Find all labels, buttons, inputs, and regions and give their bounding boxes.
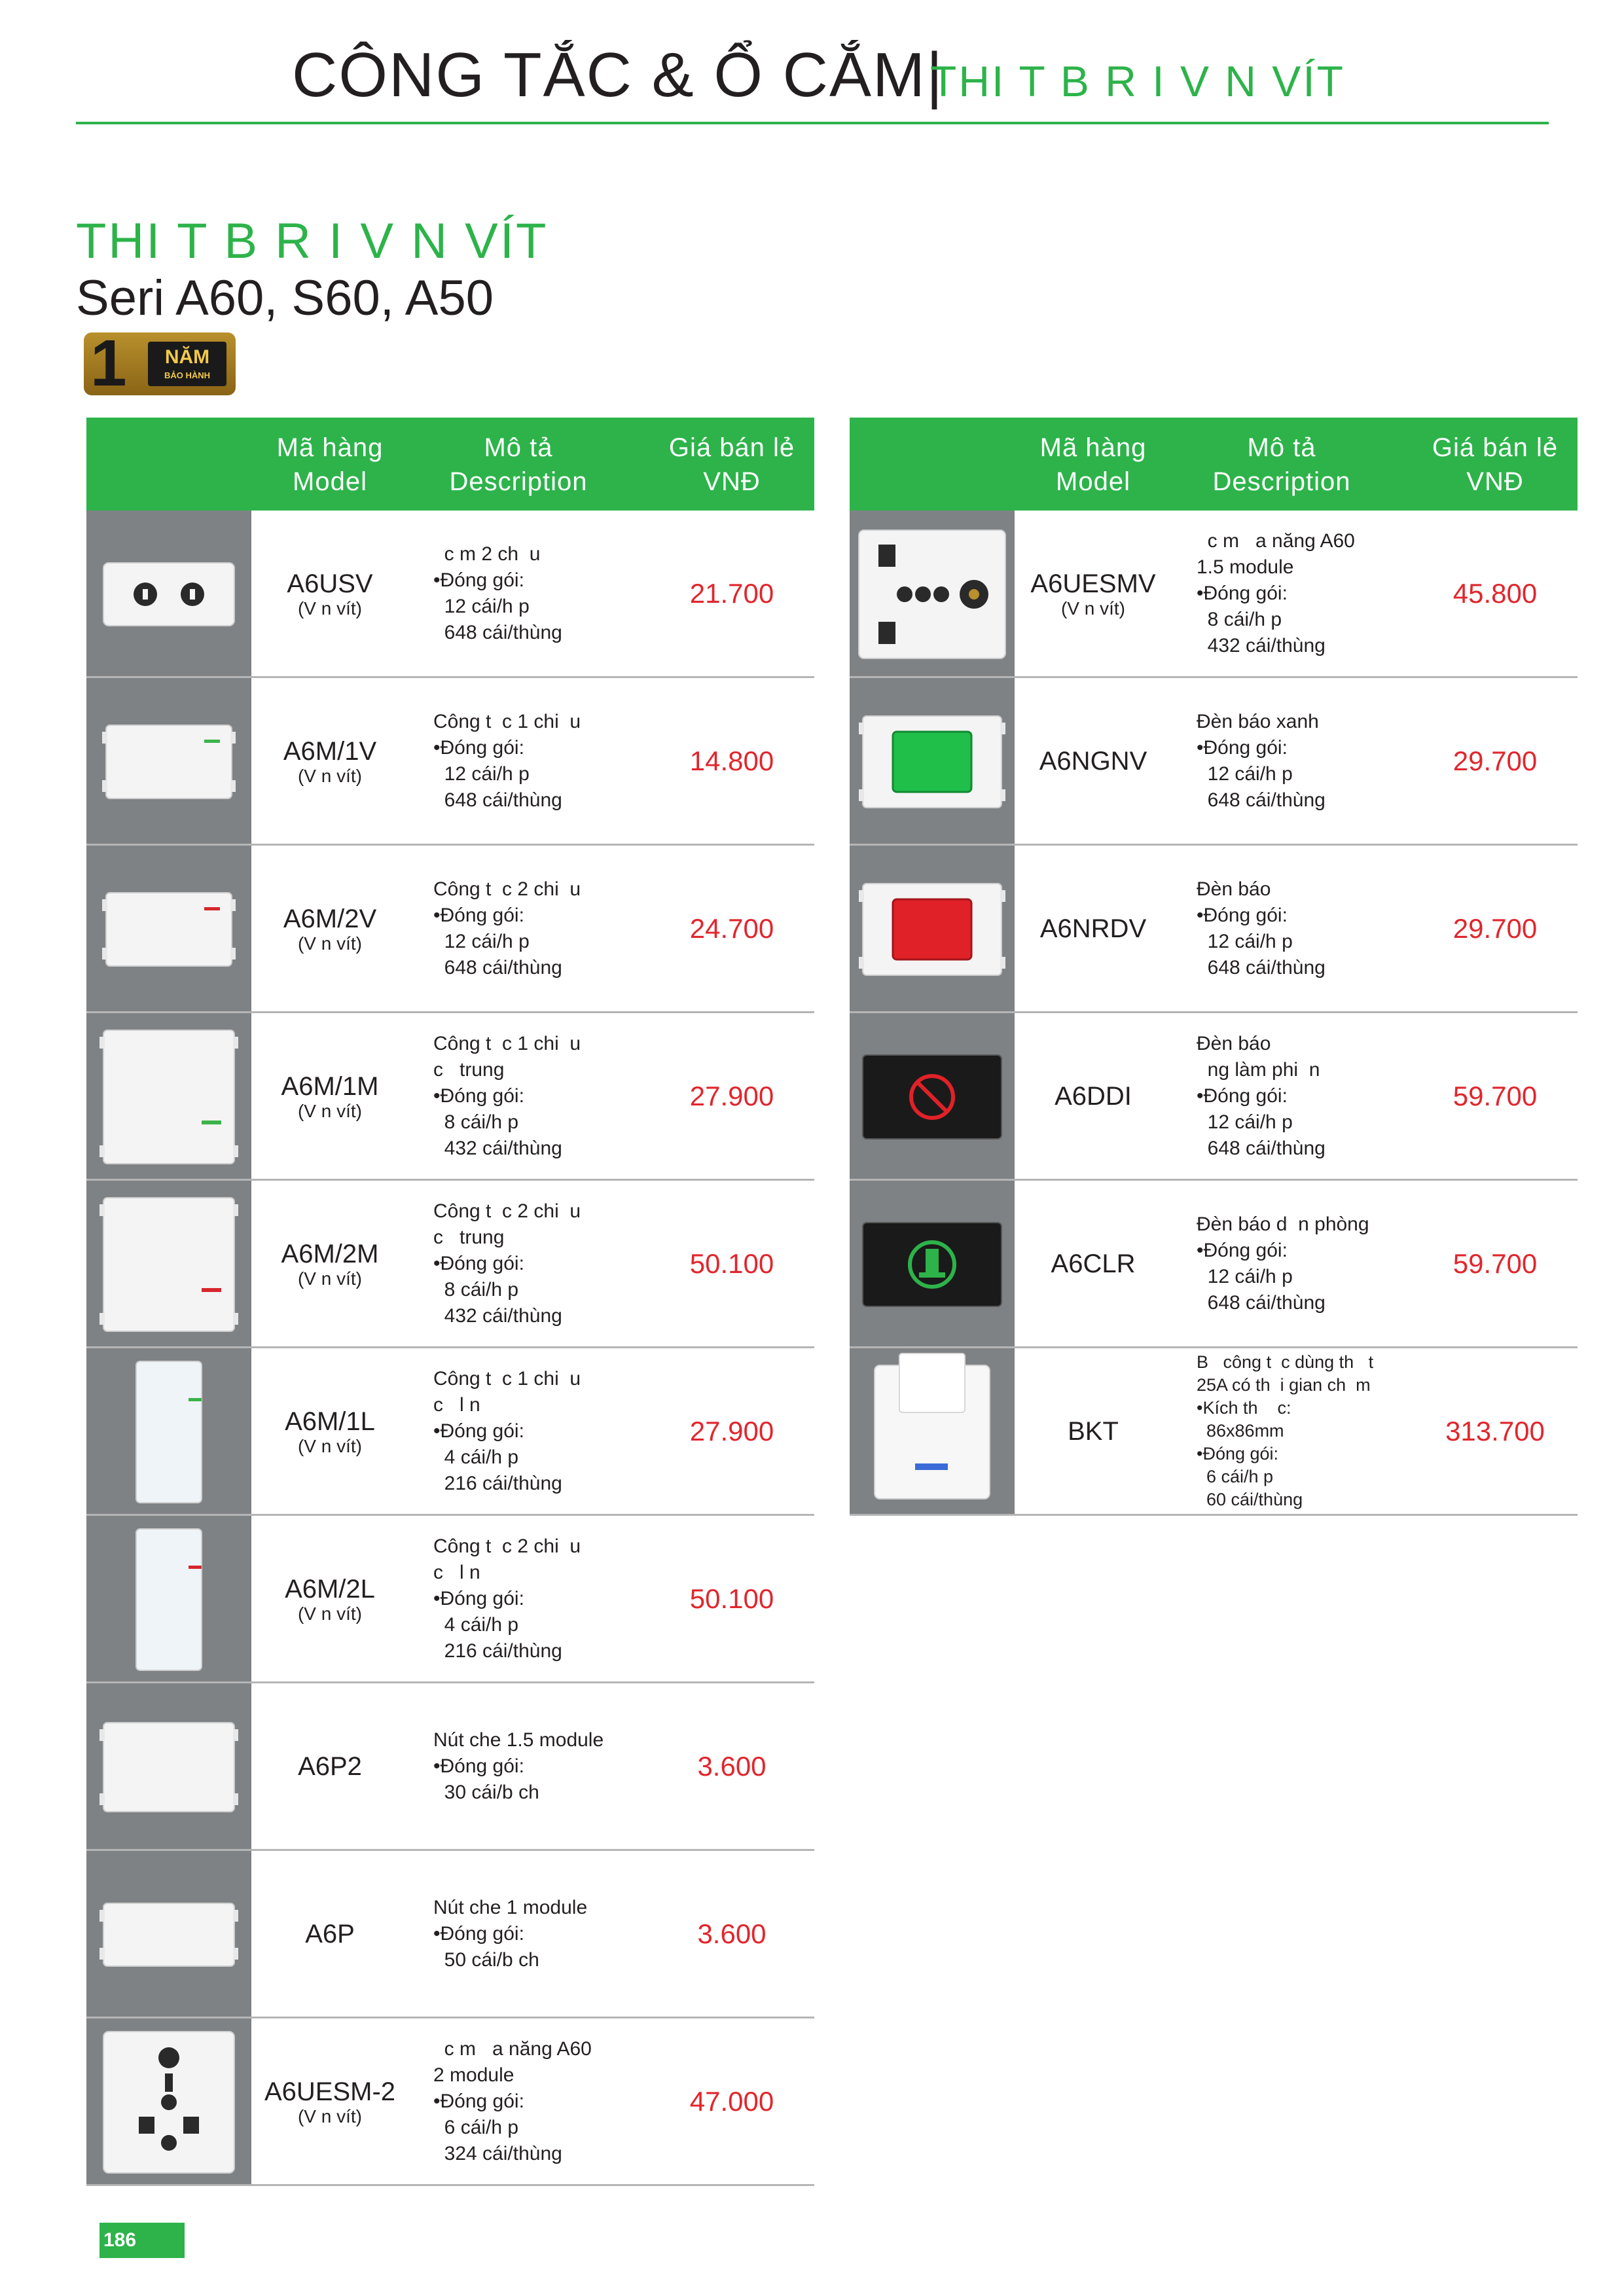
price-cell: 29.700 xyxy=(1453,912,1538,944)
page-sub-title: THI T B R I V N VÍT xyxy=(930,57,1345,105)
series-title: Seri A60, S60, A50 xyxy=(76,270,494,326)
price-cell: 59.700 xyxy=(1453,1247,1538,1279)
model-cell xyxy=(1015,511,1172,676)
price-cell: 45.800 xyxy=(1453,577,1538,609)
model-cell xyxy=(1015,846,1172,1011)
model-note: (V n vít) xyxy=(297,765,362,786)
table-row xyxy=(86,1683,814,1851)
table-row xyxy=(850,1181,1578,1348)
page-header xyxy=(76,39,1549,124)
table-row xyxy=(850,1013,1578,1181)
model-code: A6M/1L xyxy=(285,1407,375,1436)
table-header xyxy=(86,418,814,511)
header-price: Giá bán lẻ VNĐ xyxy=(668,433,795,496)
model-cell xyxy=(251,2018,408,2184)
model-note: (V n vít) xyxy=(1060,598,1125,619)
model-cell xyxy=(251,1851,408,2017)
model-code: A6M/2M xyxy=(281,1239,379,1268)
model-cell xyxy=(1015,1181,1172,1346)
table-row xyxy=(86,1348,814,1516)
description-cell: Đèn báo d n phòng •Đóng gói: 12 cái/h p 648 cái/thùng xyxy=(1197,1213,1369,1314)
header-model: Mã hàng Model xyxy=(276,433,384,496)
model-note: (V n vít) xyxy=(297,1435,362,1456)
table-row xyxy=(86,1516,814,1683)
model-cell xyxy=(1015,678,1172,844)
model-cell xyxy=(251,1181,408,1346)
header-model: Mã hàng Model xyxy=(1039,433,1147,496)
model-cell xyxy=(251,1683,408,1849)
section-title: THI T B R I V N VÍT xyxy=(76,213,549,269)
header-price: Giá bán lẻ VNĐ xyxy=(1432,433,1559,496)
model-code: A6P xyxy=(305,1919,355,1948)
price-cell: 3.600 xyxy=(697,1918,767,1949)
price-cell: 313.700 xyxy=(1445,1415,1545,1446)
description-cell: Công t c 1 chi u c l n •Đóng gói: 4 cái/h p 216 cái/thùng xyxy=(433,1367,581,1494)
blank-cover-icon xyxy=(86,1683,251,1849)
warranty-badge xyxy=(84,327,236,400)
blank-cover-small-icon xyxy=(86,1851,251,2017)
warranty-number: 1 xyxy=(90,327,127,400)
table-header xyxy=(850,418,1578,511)
description-cell: c m 2 ch u •Đóng gói: 12 cái/h p 648 cái/thùng xyxy=(433,543,562,643)
model-code: A6M/1V xyxy=(283,736,377,766)
description-cell: Công t c 2 chi u c trung •Đóng gói: 8 cái/h p 432 cái/thùng xyxy=(433,1200,581,1327)
description-cell: B công t c dùng th t 25A có th i gian ch m •Kích th c: 86x86mm •Đóng gói: 6 cái/h p 60 cái/thùng xyxy=(1197,1352,1374,1509)
description-cell: Công t c 1 chi u c trung •Đóng gói: 8 cái/h p 432 cái/thùng xyxy=(433,1032,581,1159)
switch-large-green-icon xyxy=(86,1348,251,1514)
table-row xyxy=(850,678,1578,846)
key-card-switch-icon xyxy=(850,1348,1015,1514)
price-cell: 59.700 xyxy=(1453,1080,1538,1111)
header-description: Mô tả Description xyxy=(449,433,588,496)
switch-medium-green-icon xyxy=(86,1013,251,1179)
switch-medium-red-icon xyxy=(86,1181,251,1346)
table-row xyxy=(86,1013,814,1181)
model-code: A6NGNV xyxy=(1039,746,1147,776)
page-main-title: CÔNG TẮC & Ổ CẮM| xyxy=(292,40,944,110)
model-cell xyxy=(251,511,408,676)
header-description: Mô tả Description xyxy=(1212,433,1351,496)
warranty-label-box xyxy=(148,342,226,386)
page-number: 186 xyxy=(99,2223,185,2258)
table-row xyxy=(850,511,1578,678)
table-row xyxy=(86,2018,814,2186)
socket-2pin-icon xyxy=(86,511,251,676)
model-code: BKT xyxy=(1068,1416,1119,1446)
model-note: (V n vít) xyxy=(297,1268,362,1289)
table-row xyxy=(850,846,1578,1013)
model-cell xyxy=(251,1013,408,1179)
model-code: A6UESM-2 xyxy=(264,2077,396,2106)
price-cell: 47.000 xyxy=(689,2085,774,2117)
table-row xyxy=(86,511,814,678)
table-row xyxy=(86,678,814,846)
table-body xyxy=(86,511,814,2186)
model-code: A6CLR xyxy=(1051,1249,1136,1278)
model-cell xyxy=(1015,1013,1172,1179)
price-cell: 27.900 xyxy=(689,1415,774,1446)
red-indicator-icon xyxy=(850,846,1015,1011)
description-cell: Công t c 2 chi u c l n •Đóng gói: 4 cái/h p 216 cái/thùng xyxy=(433,1535,581,1662)
switch-small-red-icon xyxy=(86,846,251,1011)
model-cell xyxy=(1015,1348,1172,1514)
price-cell: 24.700 xyxy=(689,912,774,944)
table-row xyxy=(850,1348,1578,1516)
universal-socket-icon xyxy=(850,511,1015,676)
table-row xyxy=(86,1181,814,1348)
description-cell: Công t c 2 chi u •Đóng gói: 12 cái/h p 648 cái/thùng xyxy=(433,878,581,978)
table-row xyxy=(86,1851,814,2018)
description-cell: Nút che 1 module •Đóng gói: 50 cái/b ch xyxy=(433,1896,588,1971)
price-cell: 50.100 xyxy=(689,1247,774,1279)
model-cell xyxy=(251,1516,408,1681)
model-code: A6M/2L xyxy=(285,1574,375,1604)
model-code: A6DDI xyxy=(1055,1081,1132,1111)
description-cell: Đèn báo •Đóng gói: 12 cái/h p 648 cái/thùng xyxy=(1197,878,1326,978)
description-cell: Nút che 1.5 module •Đóng gói: 30 cái/b ch xyxy=(433,1729,604,1803)
price-cell: 3.600 xyxy=(697,1750,767,1782)
model-note: (V n vít) xyxy=(297,1603,362,1624)
model-code: A6P2 xyxy=(298,1751,362,1781)
model-cell xyxy=(251,1348,408,1514)
price-cell: 21.700 xyxy=(689,577,774,609)
model-code: A6M/1M xyxy=(281,1071,379,1101)
clean-room-indicator-icon xyxy=(850,1181,1015,1346)
warranty-label: BẢO HÀNH xyxy=(164,370,211,380)
model-cell xyxy=(251,846,408,1011)
model-note: (V n vít) xyxy=(297,933,362,954)
description-cell: c m a năng A60 2 module •Đóng gói: 6 cái/h p 324 cái/thùng xyxy=(433,2037,592,2164)
model-code: A6M/2V xyxy=(283,904,377,933)
model-note: (V n vít) xyxy=(297,598,362,619)
description-cell: Đèn báo xanh •Đóng gói: 12 cái/h p 648 cái/thùng xyxy=(1197,710,1326,811)
product-table-left xyxy=(86,418,814,2186)
model-code: A6NRDV xyxy=(1039,914,1147,943)
do-not-disturb-indicator-icon xyxy=(850,1013,1015,1179)
description-cell: c m a năng A60 1.5 module •Đóng gói: 8 cái/h p 432 cái/thùng xyxy=(1197,529,1355,656)
warranty-year: NĂM xyxy=(164,346,210,368)
model-code: A6USV xyxy=(287,569,373,598)
model-note: (V n vít) xyxy=(297,2106,362,2126)
green-indicator-icon xyxy=(850,678,1015,844)
product-table-right xyxy=(850,418,1578,1516)
universal-socket-2module-icon xyxy=(86,2018,251,2184)
price-cell: 29.700 xyxy=(1453,745,1538,776)
price-cell: 14.800 xyxy=(689,745,774,776)
model-code: A6UESMV xyxy=(1030,569,1156,598)
switch-small-green-icon xyxy=(86,678,251,844)
table-body xyxy=(850,511,1578,1516)
price-cell: 27.900 xyxy=(689,1080,774,1111)
description-cell: Đèn báo ng làm phi n •Đóng gói: 12 cái/h p 648 cái/thùng xyxy=(1197,1032,1326,1159)
model-cell xyxy=(251,678,408,844)
switch-large-red-icon xyxy=(86,1516,251,1681)
price-cell: 50.100 xyxy=(689,1583,774,1614)
table-row xyxy=(86,846,814,1013)
model-note: (V n vít) xyxy=(297,1100,362,1121)
description-cell: Công t c 1 chi u •Đóng gói: 12 cái/h p 648 cái/thùng xyxy=(433,710,581,811)
